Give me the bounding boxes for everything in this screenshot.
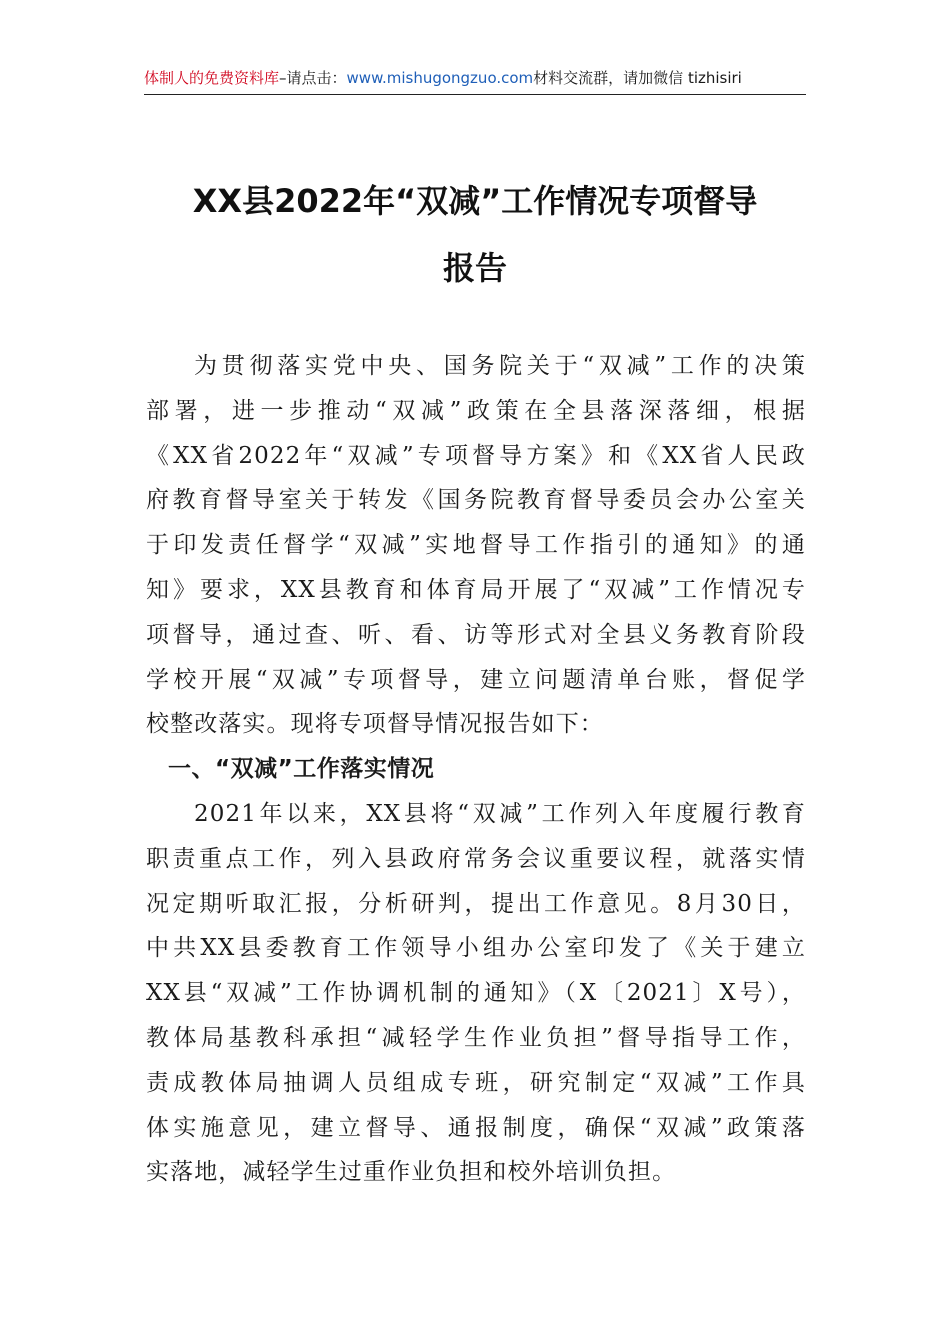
section-line: 中共XX县委教育工作领导小组办公室印发了《关于建立 — [146, 935, 806, 962]
title-line-1: XX县2022年“双减”工作情况专项督导 — [192, 182, 758, 220]
section-line: 实落地，减轻学生过重作业负担和校外培训负担。 — [146, 1159, 677, 1186]
section-line: 况定期听取汇报，分析研判，提出工作意见。8月30日， — [146, 890, 806, 917]
section-line: 职责重点工作，列入县政府常务会议重要议程，就落实情 — [146, 845, 806, 872]
intro-line: 于印发责任督学“双减”实地督导工作指引的通知》的通 — [146, 532, 806, 559]
section-line: 体实施意见，建立督导、通报制度，确保“双减”政策落 — [146, 1114, 806, 1141]
section-heading: 一、“双减”工作落实情况 — [168, 756, 435, 783]
section-line: XX县“双减”工作协调机制的通知》（X〔2021〕X号）， — [146, 980, 806, 1007]
header-brand-text: 体制人的免费资料库 — [144, 69, 280, 87]
document-body — [146, 344, 806, 1195]
section-line: 责成教体局抽调人员组成专班，研究制定“双减”工作具 — [146, 1069, 806, 1096]
intro-line: 知》要求，XX县教育和体育局开展了“双减”工作情况专 — [146, 576, 806, 603]
intro-line: 学校开展“双减”专项督导，建立问题清单台账，督促学 — [146, 666, 806, 693]
page-header — [144, 66, 806, 95]
section-line: 教体局基教科承担“减轻学生作业负担”督导指导工作， — [146, 1024, 806, 1051]
header-contact-text: 材料交流群，请加微信 tizhisiri — [533, 69, 742, 87]
intro-line: 《XX省2022年“双减”专项督导方案》和《XX省人民政 — [146, 442, 806, 469]
header-site-link[interactable]: www.mishugongzuo.com — [346, 69, 534, 87]
title-line-2: 报告 — [442, 249, 507, 287]
document-title — [130, 168, 820, 302]
header-prompt-text: –请点击： — [279, 69, 347, 87]
intro-line: 校整改落实。现将专项督导情况报告如下： — [146, 711, 604, 738]
intro-line: 部署，进一步推动“双减”政策在全县落深落细，根据 — [146, 397, 806, 424]
intro-line: 府教育督导室关于转发《国务院教育督导委员会办公室关 — [146, 487, 806, 514]
section-line: 2021年以来，XX县将“双减”工作列入年度履行教育 — [194, 800, 806, 827]
intro-line: 项督导，通过查、听、看、访等形式对全县义务教育阶段 — [146, 621, 806, 648]
intro-line: 为贯彻落实党中央、国务院关于“双减”工作的决策 — [194, 353, 806, 379]
